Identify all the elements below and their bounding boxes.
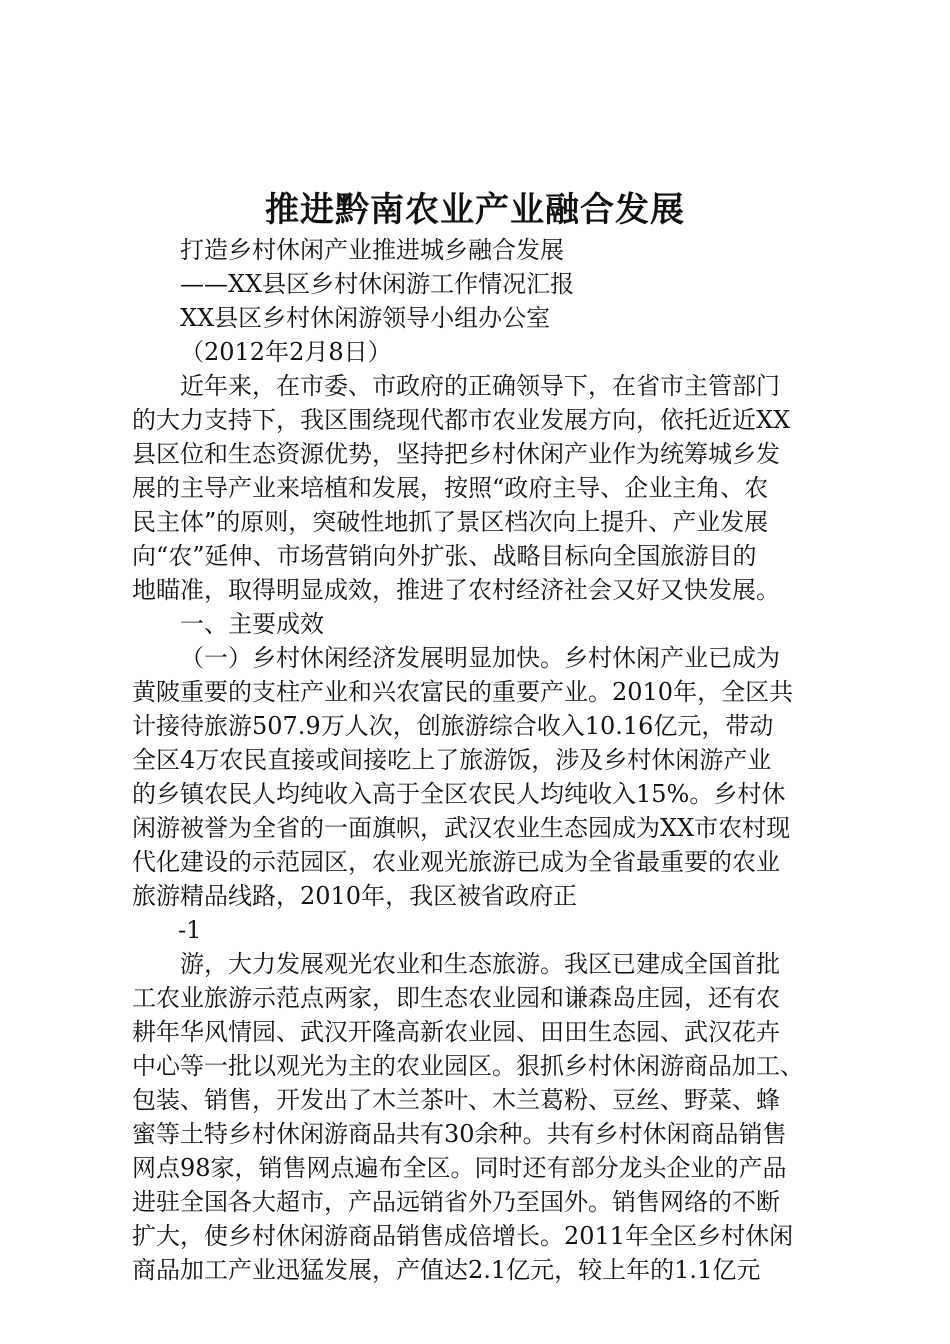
paragraph-line: 中心等一批以观光为主的农业园区。狠抓乡村休闲游商品加工、 — [132, 1052, 804, 1080]
paragraph-line: 县区位和生态资源优势，坚持把乡村休闲产业作为统筹城乡发 — [132, 440, 780, 468]
paragraph-line: 工农业旅游示范点两家，即生态农业园和谦森岛庄园，还有农 — [132, 984, 780, 1012]
paragraph-line: 耕年华风情园、武汉开隆高新农业园、田田生态园、武汉花卉 — [132, 1018, 780, 1046]
section-heading: 一、主要成效 — [180, 610, 324, 638]
subtitle-line: 打造乡村休闲产业推进城乡融合发展 — [180, 236, 564, 264]
page-number: -1 — [178, 916, 202, 944]
paragraph-line: 全区4万农民直接或间接吃上了旅游饭，涉及乡村休闲游产业 — [132, 746, 772, 774]
paragraph-line: 商品加工产业迅猛发展，产值达2.1亿元，较上年的1.1亿元 — [132, 1256, 761, 1284]
paragraph-line: 旅游精品线路，2010年，我区被省政府正 — [132, 882, 578, 910]
paragraph-line: 民主体”的原则，突破性地抓了景区档次向上提升、产业发展 — [132, 508, 769, 536]
paragraph-line: （一）乡村休闲经济发展明显加快。乡村休闲产业已成为 — [180, 644, 780, 672]
paragraph-line: 闲游被誉为全省的一面旗帜，武汉农业生态园成为XX市农村现 — [132, 814, 791, 842]
paragraph-line: 代化建设的示范园区，农业观光旅游已成为全省最重要的农业 — [132, 848, 780, 876]
paragraph-line: 游，大力发展观光农业和生态旅游。我区已建成全国首批 — [180, 950, 780, 978]
paragraph-line: 的大力支持下，我区围绕现代都市农业发展方向，依托近近XX — [132, 406, 791, 434]
date-line: （2012年2月8日） — [180, 338, 392, 366]
paragraph-line: 地瞄准，取得明显成效，推进了农村经济社会又好又快发展。 — [132, 576, 780, 604]
paragraph-line: 进驻全国各大超市，产品远销省外乃至国外。销售网络的不断 — [132, 1188, 780, 1216]
document-title: 推进黔南农业产业融合发展 — [265, 190, 685, 230]
paragraph-line: 的乡镇农民人均纯收入高于全区农民人均纯收入15%。乡村休 — [132, 780, 786, 808]
author-line: XX县区乡村休闲游领导小组办公室 — [180, 304, 551, 332]
paragraph-line: 向“农”延伸、市场营销向外扩张、战略目标向全国旅游目的 — [132, 542, 757, 570]
paragraph-line: 网点98家，销售网点遍布全区。同时还有部分龙头企业的产品 — [132, 1154, 787, 1182]
paragraph-line: 黄陂重要的支柱产业和兴农富民的重要产业。2010年，全区共 — [132, 678, 794, 706]
paragraph-line: 展的主导产业来培植和发展，按照“政府主导、企业主角、农 — [132, 474, 769, 502]
paragraph-line: 包装、销售，开发出了木兰茶叶、木兰葛粉、豆丝、野菜、蜂 — [132, 1086, 780, 1114]
paragraph-line: 近年来，在市委、市政府的正确领导下，在省市主管部门 — [180, 372, 780, 400]
paragraph-line: 计接待旅游507.9万人次，创旅游综合收入10.16亿元，带动 — [132, 712, 774, 740]
report-heading-line: ——XX县区乡村休闲游工作情况汇报 — [180, 270, 575, 298]
paragraph-line: 扩大，使乡村休闲游商品销售成倍增长。2011年全区乡村休闲 — [132, 1222, 794, 1250]
paragraph-line: 蜜等土特乡村休闲游商品共有30余种。共有乡村休闲商品销售 — [132, 1120, 787, 1148]
